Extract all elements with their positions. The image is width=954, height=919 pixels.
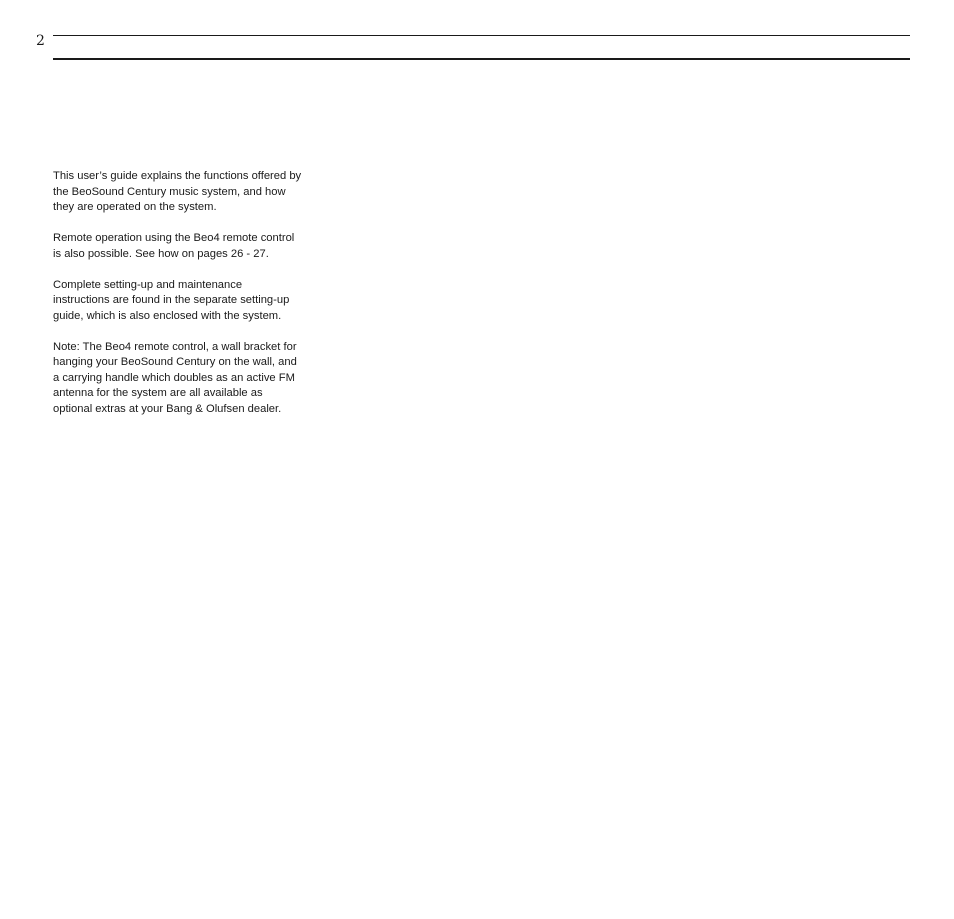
setup-guide-paragraph	[53, 278, 335, 325]
text-line: is also possible. See how on pages 26 - 27.	[53, 247, 269, 260]
optional-extras-note	[53, 340, 335, 418]
text-line: a carrying handle which doubles as an active FM	[53, 371, 295, 384]
text-line: This user’s guide explains the functions offered by	[53, 170, 302, 182]
intro-paragraph	[53, 169, 335, 216]
header-rule-thick	[53, 58, 910, 60]
text-line: they are operated on the system.	[53, 201, 217, 213]
text-line: Remote operation using the Beo4 remote control	[53, 232, 295, 244]
text-line: hanging your BeoSound Century on the wall, and	[53, 356, 297, 368]
remote-operation-paragraph	[53, 231, 335, 262]
text-line: antenna for the system are all available as	[53, 387, 263, 399]
page-number: 2	[36, 33, 45, 49]
text-line: Note: The Beo4 remote control, a wall bracket for	[53, 340, 297, 353]
text-line: instructions are found in the separate setting-up	[53, 294, 290, 306]
text-line: the BeoSound Century music system, and how	[53, 185, 286, 198]
text-line: optional extras at your Bang & Olufsen dealer.	[53, 402, 282, 415]
text-line: Complete setting-up and maintenance	[53, 278, 243, 291]
header-rule-thin	[53, 35, 910, 36]
text-line: guide, which is also enclosed with the system.	[53, 309, 282, 322]
intro-text-column	[53, 169, 335, 433]
